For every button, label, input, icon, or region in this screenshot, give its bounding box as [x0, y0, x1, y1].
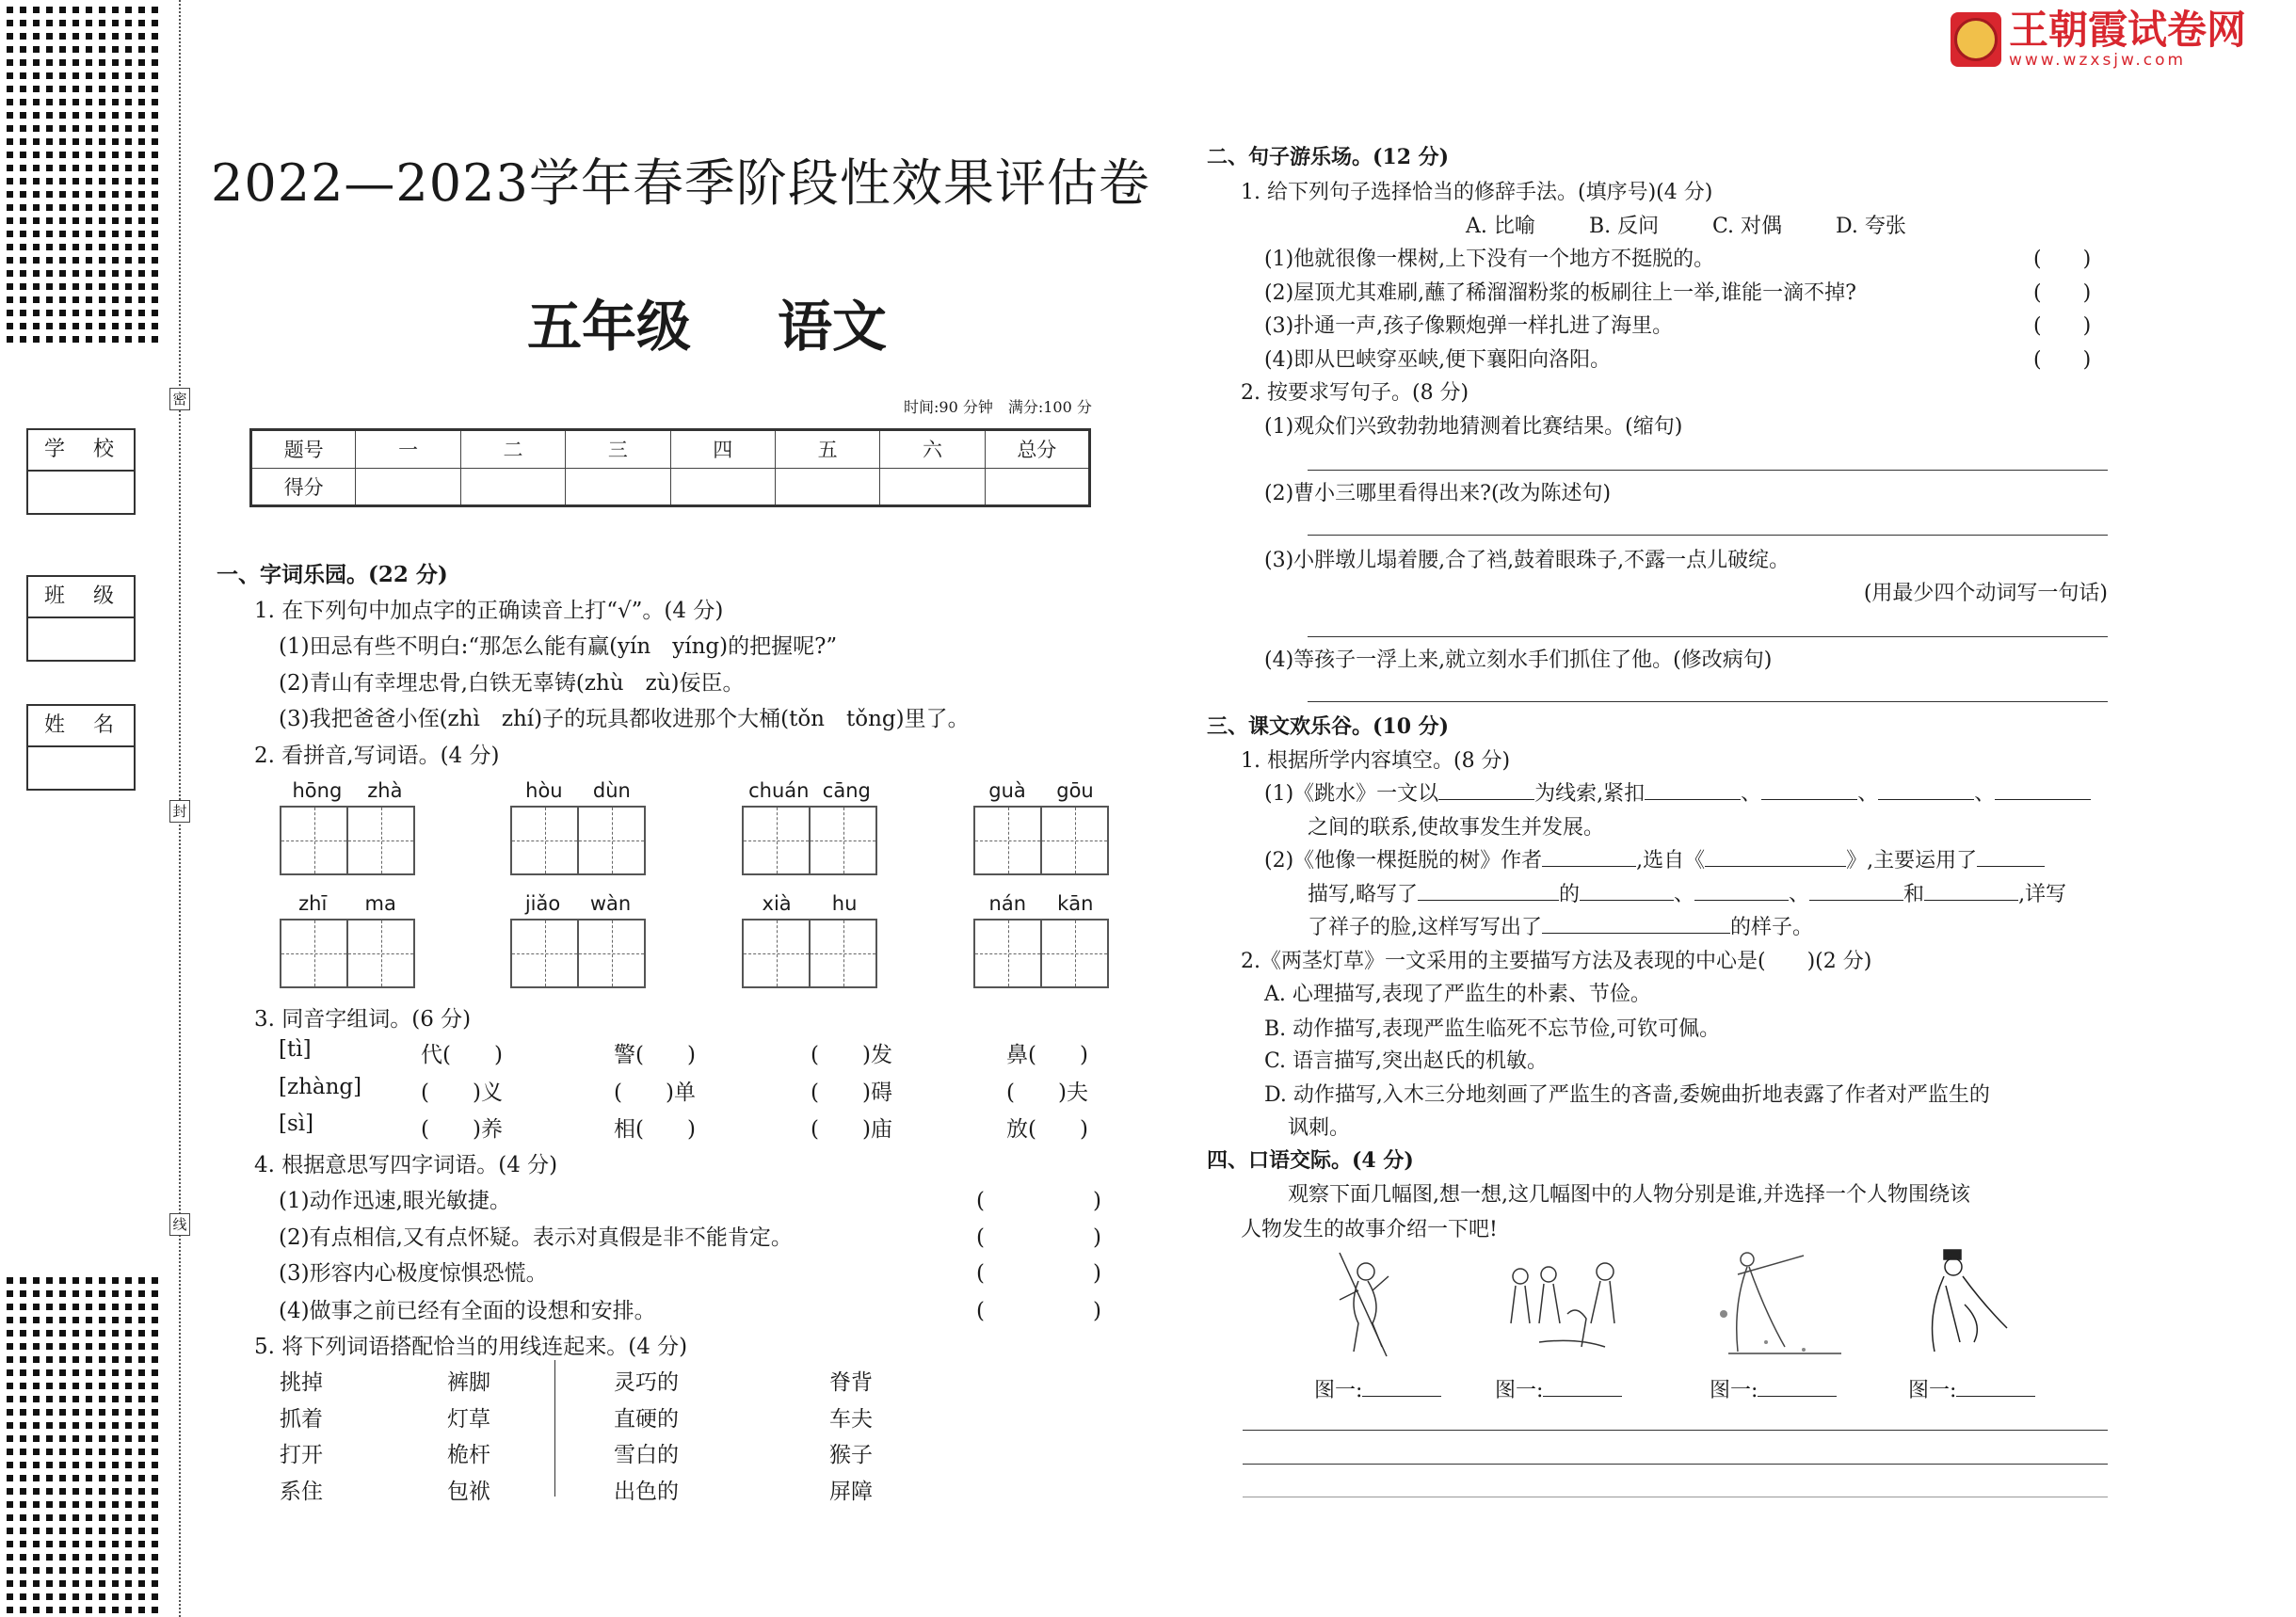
- answer-line[interactable]: [1243, 1464, 2108, 1465]
- s1-q1-item[interactable]: (1)田忌有些不明白:“那怎么能有赢(yín yíng)的把握呢?”: [279, 634, 838, 659]
- text: 的: [1559, 883, 1581, 906]
- answer-blank[interactable]: [1758, 1375, 1837, 1397]
- s2-q2-item: (1)观众们兴致勃勃地猜测着比赛结果。(缩句): [1264, 415, 1683, 439]
- logo-name: 王朝霞试卷网: [2009, 7, 2247, 53]
- answer-blank[interactable]: [1362, 1375, 1441, 1397]
- homophone-cell[interactable]: 警( ): [614, 1043, 696, 1067]
- match-word[interactable]: 雪白的: [614, 1443, 679, 1467]
- answer-blank[interactable]: [1705, 845, 1846, 867]
- text: (2)《他像一棵挺脱的树》作者: [1264, 849, 1543, 873]
- pinyin: hu: [831, 892, 858, 915]
- section-2-heading: 二、句子游乐场。(12 分): [1207, 145, 1450, 169]
- pinyin: ma: [364, 892, 396, 915]
- text: 描写,略写了: [1308, 883, 1418, 906]
- score-cell[interactable]: [670, 468, 775, 506]
- text: 、: [1741, 782, 1762, 806]
- homophone-cell[interactable]: ( )发: [811, 1043, 892, 1067]
- homophone-cell[interactable]: ( )碍: [811, 1081, 892, 1105]
- match-word[interactable]: 系住: [280, 1479, 323, 1504]
- s2-q1-item: (2)屋顶尤其难刷,蘸了稀溜溜粉浆的板刷往上一举,谁能一滴不掉?: [1264, 281, 1856, 305]
- answer-blank[interactable]: [1956, 1375, 2035, 1397]
- section-1-heading: 一、字词乐园。(22 分): [217, 562, 448, 587]
- answer-line[interactable]: [1308, 535, 2108, 536]
- homophone-cell[interactable]: ( )养: [421, 1117, 503, 1142]
- answer-blank[interactable]: [1645, 778, 1741, 800]
- text: 和: [1903, 883, 1925, 906]
- logo-badge-icon: [1951, 12, 2001, 67]
- match-word[interactable]: 灵巧的: [614, 1370, 679, 1395]
- s3-q1-line: [1264, 777, 2091, 807]
- answer-blank[interactable]: [1542, 912, 1730, 934]
- perforation-pattern-bottom: [0, 1271, 164, 1617]
- logo-url: www.wzxsjw.com: [2009, 51, 2187, 70]
- score-cell[interactable]: [566, 468, 670, 506]
- match-word[interactable]: 车夫: [829, 1406, 873, 1432]
- answer-blank[interactable]: [1418, 879, 1559, 901]
- s3-q1-prompt: 1. 根据所学内容填空。(8 分): [1241, 749, 1511, 773]
- answer-blank[interactable]: [1542, 845, 1636, 867]
- answer-blank[interactable]: [1995, 778, 2091, 800]
- s2-q2-prompt: 2. 按要求写句子。(8 分): [1241, 381, 1469, 405]
- site-logo[interactable]: [1951, 9, 2246, 70]
- answer-blank[interactable]: [1977, 845, 2045, 867]
- s1-q1-item[interactable]: (3)我把爸爸小侄(zhì zhí)子的玩具都收进那个大桶(tǒn tǒng)里了。: [279, 707, 970, 731]
- pinyin: hōng: [292, 779, 343, 802]
- label: 图一:: [1710, 1379, 1758, 1402]
- homophone-cell[interactable]: 相( ): [614, 1117, 696, 1142]
- seal-char-feng: 封: [169, 800, 190, 823]
- label: 图一:: [1495, 1379, 1544, 1402]
- exam-title: 2022—2023学年春季阶段性效果评估卷: [211, 153, 1150, 213]
- pinyin: nán: [988, 892, 1027, 915]
- table-row: [251, 430, 1090, 469]
- match-column-2: [447, 1365, 490, 1510]
- table-row: [251, 468, 1090, 506]
- homophone-cell[interactable]: ( )庙: [811, 1117, 892, 1142]
- pinyin-writing-box[interactable]: [280, 892, 415, 988]
- pinyin-writing-box[interactable]: [742, 779, 877, 875]
- option-d: D. 夸张: [1836, 215, 1906, 238]
- answer-blank[interactable]: [1924, 879, 2018, 901]
- school-field[interactable]: [26, 428, 136, 515]
- s4-instruction: 人物发生的故事介绍一下吧!: [1241, 1218, 1498, 1241]
- answer-blank[interactable]: [1543, 1375, 1622, 1397]
- pinyin: gōu: [1056, 779, 1094, 802]
- s1-q4-prompt: 4. 根据意思写四字词语。(4 分): [254, 1153, 558, 1177]
- score-cell[interactable]: [460, 468, 565, 506]
- picture-label-2: [1495, 1374, 1622, 1403]
- match-column-4: [829, 1365, 873, 1510]
- s3-q2-option[interactable]: C. 语言描写,突出赵氏的机敏。: [1264, 1049, 1549, 1073]
- s1-q4-item: (3)形容内心极度惊惧恐慌。: [279, 1261, 548, 1286]
- match-word[interactable]: 打开: [280, 1443, 323, 1467]
- answer-line[interactable]: [1308, 636, 2108, 637]
- answer-blank[interactable]: [1438, 778, 1534, 800]
- pinyin-writing-box[interactable]: [742, 892, 877, 988]
- text: 、: [1857, 782, 1879, 806]
- text: 》,主要运用了: [1846, 849, 1978, 873]
- text: ,选自《: [1636, 849, 1706, 873]
- section-4-heading: 四、口语交际。(4 分): [1207, 1148, 1414, 1173]
- illustration-lady-with-flute: [1710, 1248, 1846, 1361]
- pinyin: hòu: [525, 779, 563, 802]
- name-field[interactable]: [26, 704, 136, 791]
- s1-q1-item[interactable]: (2)青山有幸埋忠骨,白铁无辜铸(zhù zù)佞臣。: [279, 671, 745, 696]
- match-column-3: [614, 1365, 679, 1510]
- score-cell[interactable]: [356, 468, 460, 506]
- grade-label: 五年级: [527, 295, 692, 359]
- pinyin-writing-box[interactable]: [973, 779, 1109, 875]
- pinyin: dùn: [592, 779, 631, 802]
- match-word[interactable]: 抓着: [280, 1406, 323, 1432]
- pinyin: guà: [988, 779, 1026, 802]
- answer-bracket[interactable]: ( ): [976, 1225, 1101, 1250]
- answer-bracket[interactable]: ( ): [976, 1189, 1101, 1213]
- s2-q2-item: (3)小胖墩儿塌着腰,合了裆,鼓着眼珠子,不露一点儿破绽。: [1264, 549, 1790, 572]
- score-cell[interactable]: [775, 468, 879, 506]
- pinyin: kān: [1057, 892, 1094, 915]
- s2-q2-item: (4)等孩子一浮上来,就立刻水手们抓住了他。(修改病句): [1264, 648, 1773, 672]
- seal-char-xian: 线: [169, 1213, 190, 1236]
- s2-q1-prompt: 1. 给下列句子选择恰当的修辞手法。(填序号)(4 分): [1241, 181, 1713, 204]
- perforation-pattern-top: [0, 0, 164, 349]
- match-word[interactable]: 包袱: [447, 1479, 490, 1504]
- match-column-1: [280, 1365, 323, 1510]
- answer-bracket[interactable]: ( ): [976, 1299, 1101, 1323]
- table-header: 五: [775, 430, 879, 469]
- s1-q4-item: (2)有点相信,又有点怀疑。表示对真假是非不能肯定。: [279, 1225, 793, 1250]
- table-header: 六: [880, 430, 985, 469]
- option-a: A. 比喻: [1466, 215, 1535, 238]
- s3-q1-line: 之间的联系,使故事发生并发展。: [1308, 816, 1604, 840]
- answer-line[interactable]: [1308, 470, 2108, 471]
- answer-blank[interactable]: [1694, 879, 1789, 901]
- pinyin: xià: [762, 892, 792, 915]
- match-word[interactable]: 灯草: [447, 1406, 490, 1432]
- s4-instruction: 观察下面几幅图,想一想,这几幅图中的人物分别是谁,并选择一个人物围绕该: [1288, 1183, 1970, 1207]
- pinyin: jiǎo: [524, 892, 561, 915]
- text: 的样子。: [1730, 916, 1814, 939]
- homophone-pinyin: [zhàng]: [279, 1075, 362, 1099]
- homophone-pinyin: [sì]: [279, 1112, 314, 1136]
- s2-q2-requirement: (用最少四个动词写一句话): [1863, 582, 2108, 605]
- text: ,详写: [2018, 883, 2067, 906]
- illustration-scholar: [1918, 1248, 2016, 1361]
- answer-bracket[interactable]: ( ): [2033, 281, 2092, 305]
- s2-q1-item: (3)扑通一声,孩子像颗炮弹一样扎进了海里。: [1264, 314, 1674, 338]
- text: 了祥子的脸,这样写写出了: [1308, 916, 1542, 939]
- school-label: 学 校: [28, 430, 134, 472]
- homophone-cell[interactable]: 放( ): [1006, 1117, 1088, 1142]
- s3-q2-option[interactable]: A. 心理描写,表现了严监生的朴素、节俭。: [1264, 983, 1651, 1006]
- s1-q4-item: (1)动作迅速,眼光敏捷。: [279, 1189, 511, 1213]
- table-header: 总分: [985, 430, 1089, 469]
- pinyin: zhà: [367, 779, 403, 802]
- match-word[interactable]: 直硬的: [614, 1406, 679, 1432]
- text: 、: [1674, 883, 1695, 906]
- table-header: 题号: [251, 430, 356, 469]
- s3-q2-prompt: 2.《两茎灯草》一文采用的主要描写方法及表现的中心是( )(2 分): [1241, 950, 1872, 973]
- s3-q1-line: [1308, 878, 2066, 907]
- picture-label-4: [1908, 1374, 2035, 1403]
- homophone-cell[interactable]: 代( ): [421, 1043, 503, 1067]
- pinyin: chuán: [748, 779, 810, 802]
- s1-q2-prompt: 2. 看拼音,写词语。(4 分): [254, 744, 500, 768]
- s2-q1-item: (4)即从巴峡穿巫峡,便下襄阳向洛阳。: [1264, 348, 1612, 372]
- answer-line[interactable]: [1308, 701, 2108, 702]
- s3-q2-option[interactable]: D. 动作描写,入木三分地刻画了严监生的吝啬,委婉曲折地表露了作者对严监生的: [1264, 1083, 1990, 1107]
- answer-blank[interactable]: [1809, 879, 1903, 901]
- answer-bracket[interactable]: ( ): [976, 1261, 1101, 1286]
- matching-divider: [554, 1360, 555, 1497]
- answer-bracket[interactable]: ( ): [2033, 348, 2092, 372]
- answer-blank[interactable]: [1761, 778, 1857, 800]
- s2-q1-item: (1)他就很像一棵树,上下没有一个地方不挺脱的。: [1264, 248, 1715, 271]
- answer-blank[interactable]: [1580, 879, 1674, 901]
- s3-q1-line: [1308, 911, 1813, 940]
- homophone-cell[interactable]: 鼻( ): [1006, 1043, 1088, 1067]
- table-header: 得分: [251, 468, 356, 506]
- label: 图一:: [1908, 1379, 1957, 1402]
- s3-q2-option[interactable]: B. 动作描写,表现严监生临死不忘节俭,可钦可佩。: [1264, 1017, 1721, 1041]
- pinyin-writing-box[interactable]: [510, 779, 646, 875]
- pinyin: wàn: [589, 892, 632, 915]
- table-header: 二: [460, 430, 565, 469]
- s1-q3-prompt: 3. 同音字组词。(6 分): [254, 1007, 472, 1032]
- s2-q2-item: (2)曹小三哪里看得出来?(改为陈述句): [1264, 482, 1612, 505]
- answer-blank[interactable]: [1878, 778, 1974, 800]
- pinyin-writing-box[interactable]: [973, 892, 1109, 988]
- s1-q5-prompt: 5. 将下列词语搭配恰当的用线连起来。(4 分): [254, 1335, 688, 1359]
- score-cell[interactable]: [880, 468, 985, 506]
- pinyin: zhī: [298, 892, 328, 915]
- table-header: 一: [356, 430, 460, 469]
- homophone-cell[interactable]: ( )夫: [1006, 1081, 1088, 1105]
- picture-label-3: [1710, 1374, 1837, 1403]
- answer-bracket[interactable]: ( ): [2033, 248, 2092, 271]
- text: 、: [1789, 883, 1810, 906]
- homophone-cell[interactable]: ( )义: [421, 1081, 503, 1105]
- match-word[interactable]: 出色的: [614, 1479, 679, 1504]
- s1-q4-item: (4)做事之前已经有全面的设想和安排。: [279, 1299, 656, 1323]
- score-cell[interactable]: [985, 468, 1089, 506]
- match-word[interactable]: 裤脚: [447, 1370, 490, 1395]
- text: 为线索,紧扣: [1534, 782, 1646, 806]
- subject-label: 语文: [778, 295, 888, 359]
- match-word[interactable]: 挑掉: [280, 1370, 323, 1395]
- pinyin: cāng: [822, 779, 871, 802]
- seal-char-mi: 密: [169, 388, 190, 410]
- class-field[interactable]: [26, 575, 136, 662]
- s3-q1-line: [1264, 844, 2045, 873]
- option-b: B. 反问: [1589, 215, 1660, 238]
- match-word[interactable]: 桅杆: [447, 1443, 490, 1467]
- homophone-pinyin: [tì]: [279, 1037, 312, 1062]
- match-word[interactable]: 屏障: [829, 1479, 873, 1504]
- answer-line[interactable]: [1243, 1430, 2108, 1431]
- label: 图一:: [1314, 1379, 1363, 1402]
- exam-info: 时间:90 分钟 满分:100 分: [904, 398, 1092, 416]
- text: 、: [1974, 782, 1996, 806]
- class-label: 班 级: [28, 577, 134, 618]
- pinyin-writing-box[interactable]: [280, 779, 415, 875]
- illustration-monkey-king: [1330, 1248, 1401, 1361]
- table-header: 四: [670, 430, 775, 469]
- answer-bracket[interactable]: ( ): [2033, 314, 2092, 338]
- score-table: [249, 428, 1091, 507]
- s1-q1-prompt: 1. 在下列句中加点字的正确读音上打“√”。(4 分): [254, 599, 724, 623]
- illustration-group-scene: [1501, 1248, 1629, 1361]
- homophone-cell[interactable]: ( )单: [614, 1081, 696, 1105]
- match-word[interactable]: 猴子: [829, 1443, 873, 1467]
- section-3-heading: 三、课文欢乐谷。(10 分): [1207, 714, 1450, 739]
- picture-label-1: [1314, 1374, 1441, 1403]
- option-c: C. 对偶: [1712, 215, 1783, 238]
- match-word[interactable]: 脊背: [829, 1370, 873, 1395]
- pinyin-writing-box[interactable]: [510, 892, 646, 988]
- text: (1)《跳水》一文以: [1264, 782, 1439, 806]
- table-header: 三: [566, 430, 670, 469]
- s3-q2-option-cont: 讽刺。: [1288, 1116, 1351, 1140]
- name-label: 姓 名: [28, 706, 134, 747]
